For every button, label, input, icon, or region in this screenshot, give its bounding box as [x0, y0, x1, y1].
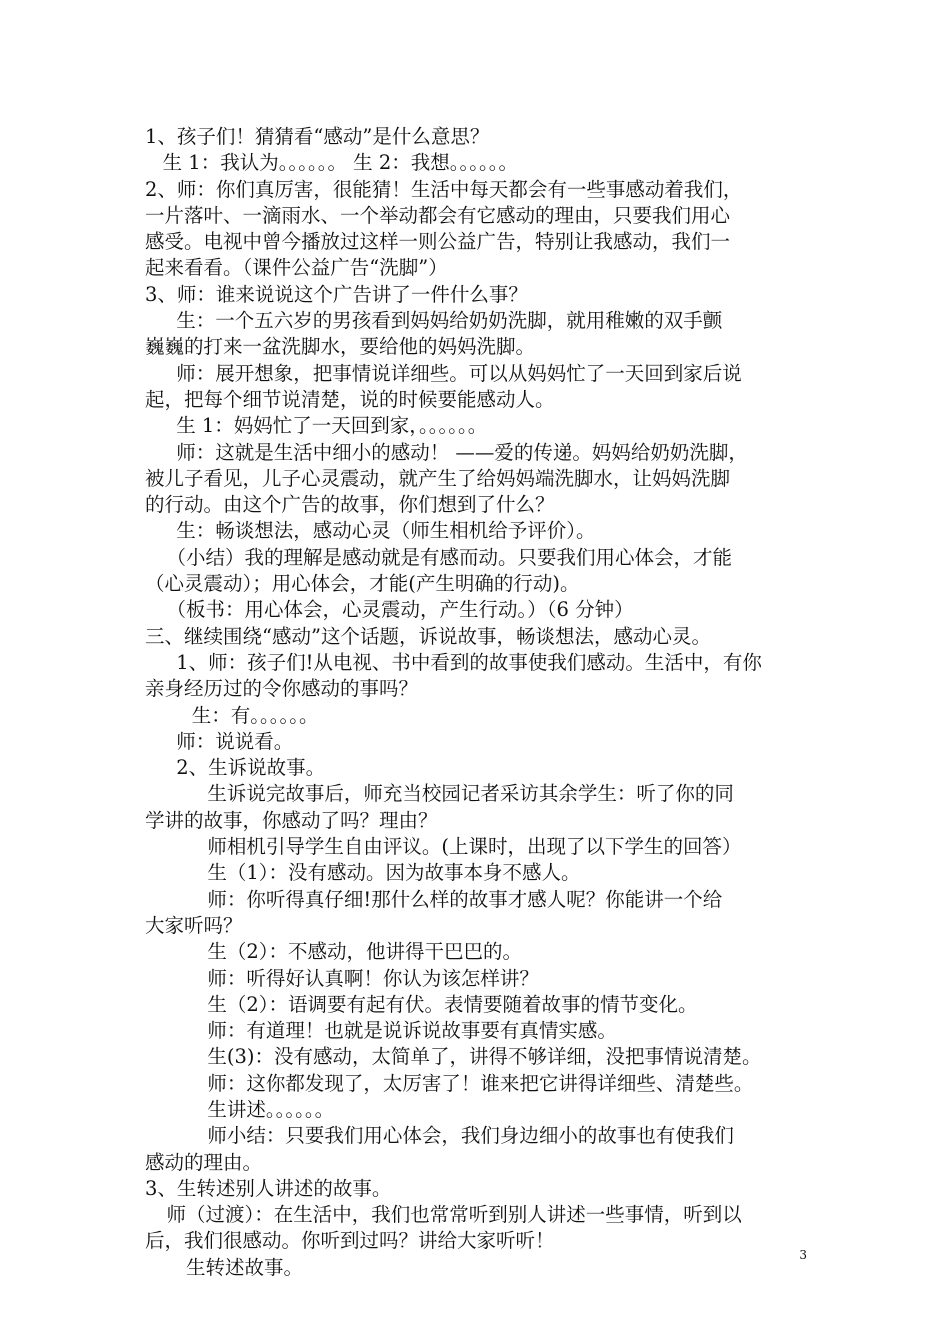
text-line: （心灵震动）；用心体会，才能(产生明确的行动)。 [145, 572, 580, 596]
text-line: 感受。电视中曾今播放过这样一则公益广告，特别让我感动，我们一 [145, 230, 731, 254]
text-line: 师：这就是生活中细小的感动！ ——爱的传递。妈妈给奶奶洗脚， [176, 440, 748, 464]
text-line: 2、生诉说故事。 [176, 756, 326, 780]
text-line: 学讲的故事，你感动了吗？理由？ [145, 808, 438, 832]
text-line: 生（1）：没有感动。因为故事本身不感人。 [207, 861, 581, 885]
text-line: 的行动。由这个广告的故事，你们想到了什么？ [145, 493, 555, 517]
text-line: 亲身经历过的令你感动的事吗？ [145, 677, 419, 701]
text-line: （小结）我的理解是感动就是有感而动。只要我们用心体会，才能 [166, 545, 733, 569]
text-line: 被儿子看见，儿子心灵震动，就产生了给妈妈端洗脚水，让妈妈洗脚 [145, 466, 731, 490]
text-line: 一片落叶、一滴雨水、一个举动都会有它感动的理由，只要我们用心 [145, 203, 731, 227]
text-line: 3、生转述别人讲述的故事。 [145, 1176, 392, 1200]
text-line: 起，把每个细节说清楚，说的时候要能感动人。 [145, 387, 555, 411]
text-line: 大家听吗？ [145, 913, 243, 937]
text-line: 生（2）：不感动，他讲得干巴巴的。 [207, 940, 523, 964]
text-line: 生（2）：语调要有起有伏。表情要随着故事的情节变化。 [207, 992, 698, 1016]
text-line: 生(3)：没有感动，太简单了，讲得不够详细，没把事情说清楚。 [207, 1045, 762, 1069]
text-line: 师相机引导学生自由评议。(上课时，出现了以下学生的回答） [207, 835, 742, 859]
text-line: 1、师：孩子们!从电视、书中看到的故事使我们感动。生活中，有你 [176, 650, 762, 674]
text-line: 感动的理由。 [145, 1150, 263, 1174]
text-line: 生 1：妈妈忙了一天回到家，。。。。。。 [176, 414, 488, 438]
text-line: 师小结：只要我们用心体会，我们身边细小的故事也有使我们 [207, 1124, 734, 1148]
text-line: 1、孩子们！猜猜看“感动”是什么意思？ [145, 125, 490, 148]
text-line: 师（过渡）：在生活中，我们也常常听到别人讲述一些事情，听到以 [166, 1203, 742, 1227]
text-line: 起来看看。（课件公益广告“洗脚”） [145, 256, 448, 280]
text-line: 师：你听得真仔细!那什么样的故事才感人呢？你能讲一个给 [207, 887, 723, 911]
text-line: 3、师：谁来说说这个广告讲了一件什么事？ [145, 282, 528, 306]
text-line: 生：畅谈想法，感动心灵（师生相机给予评价）。 [176, 519, 596, 543]
text-line: 后，我们很感动。你听到过吗？讲给大家听听！ [145, 1229, 555, 1253]
text-line: 生诉说完故事后，师充当校园记者采访其余学生：听了你的同 [207, 782, 734, 806]
text-line: （板书：用心体会，心灵震动，产生行动。）（6 分钟） [166, 598, 634, 622]
page-number: 3 [799, 1248, 807, 1262]
text-line: 生：一个五六岁的男孩看到妈妈给奶奶洗脚，就用稚嫩的双手颤 [176, 309, 723, 333]
text-line: 师：听得好认真啊！你认为该怎样讲？ [207, 966, 539, 990]
text-line: 师：说说看。 [176, 729, 294, 753]
text-line: 师：这你都发现了，太厉害了！谁来把它讲得详细些、清楚些。 [207, 1071, 754, 1095]
text-line: 2、师：你们真厉害，很能猜！生活中每天都会有一些事感动着我们， [145, 177, 743, 201]
text-line: 巍巍的打来一盆洗脚水，要给他的妈妈洗脚。 [145, 335, 536, 359]
text-line: 师：有道理！也就是说诉说故事要有真情实感。 [207, 1019, 617, 1043]
text-line: 生转述故事。 [186, 1255, 304, 1279]
document-body [145, 124, 815, 1281]
text-line: 生 1：我认为。。。。。。 生 2：我想。。。。。。 [162, 151, 519, 175]
text-line: 生：有。。。。。。 [191, 703, 319, 727]
text-line: 生讲述。。。。。。 [207, 1097, 335, 1121]
text-line: 三、继续围绕“感动”这个话题，诉说故事，畅谈想法，感动心灵。 [145, 624, 711, 648]
text-line: 师：展开想象，把事情说详细些。可以从妈妈忙了一天回到家后说 [176, 361, 742, 385]
